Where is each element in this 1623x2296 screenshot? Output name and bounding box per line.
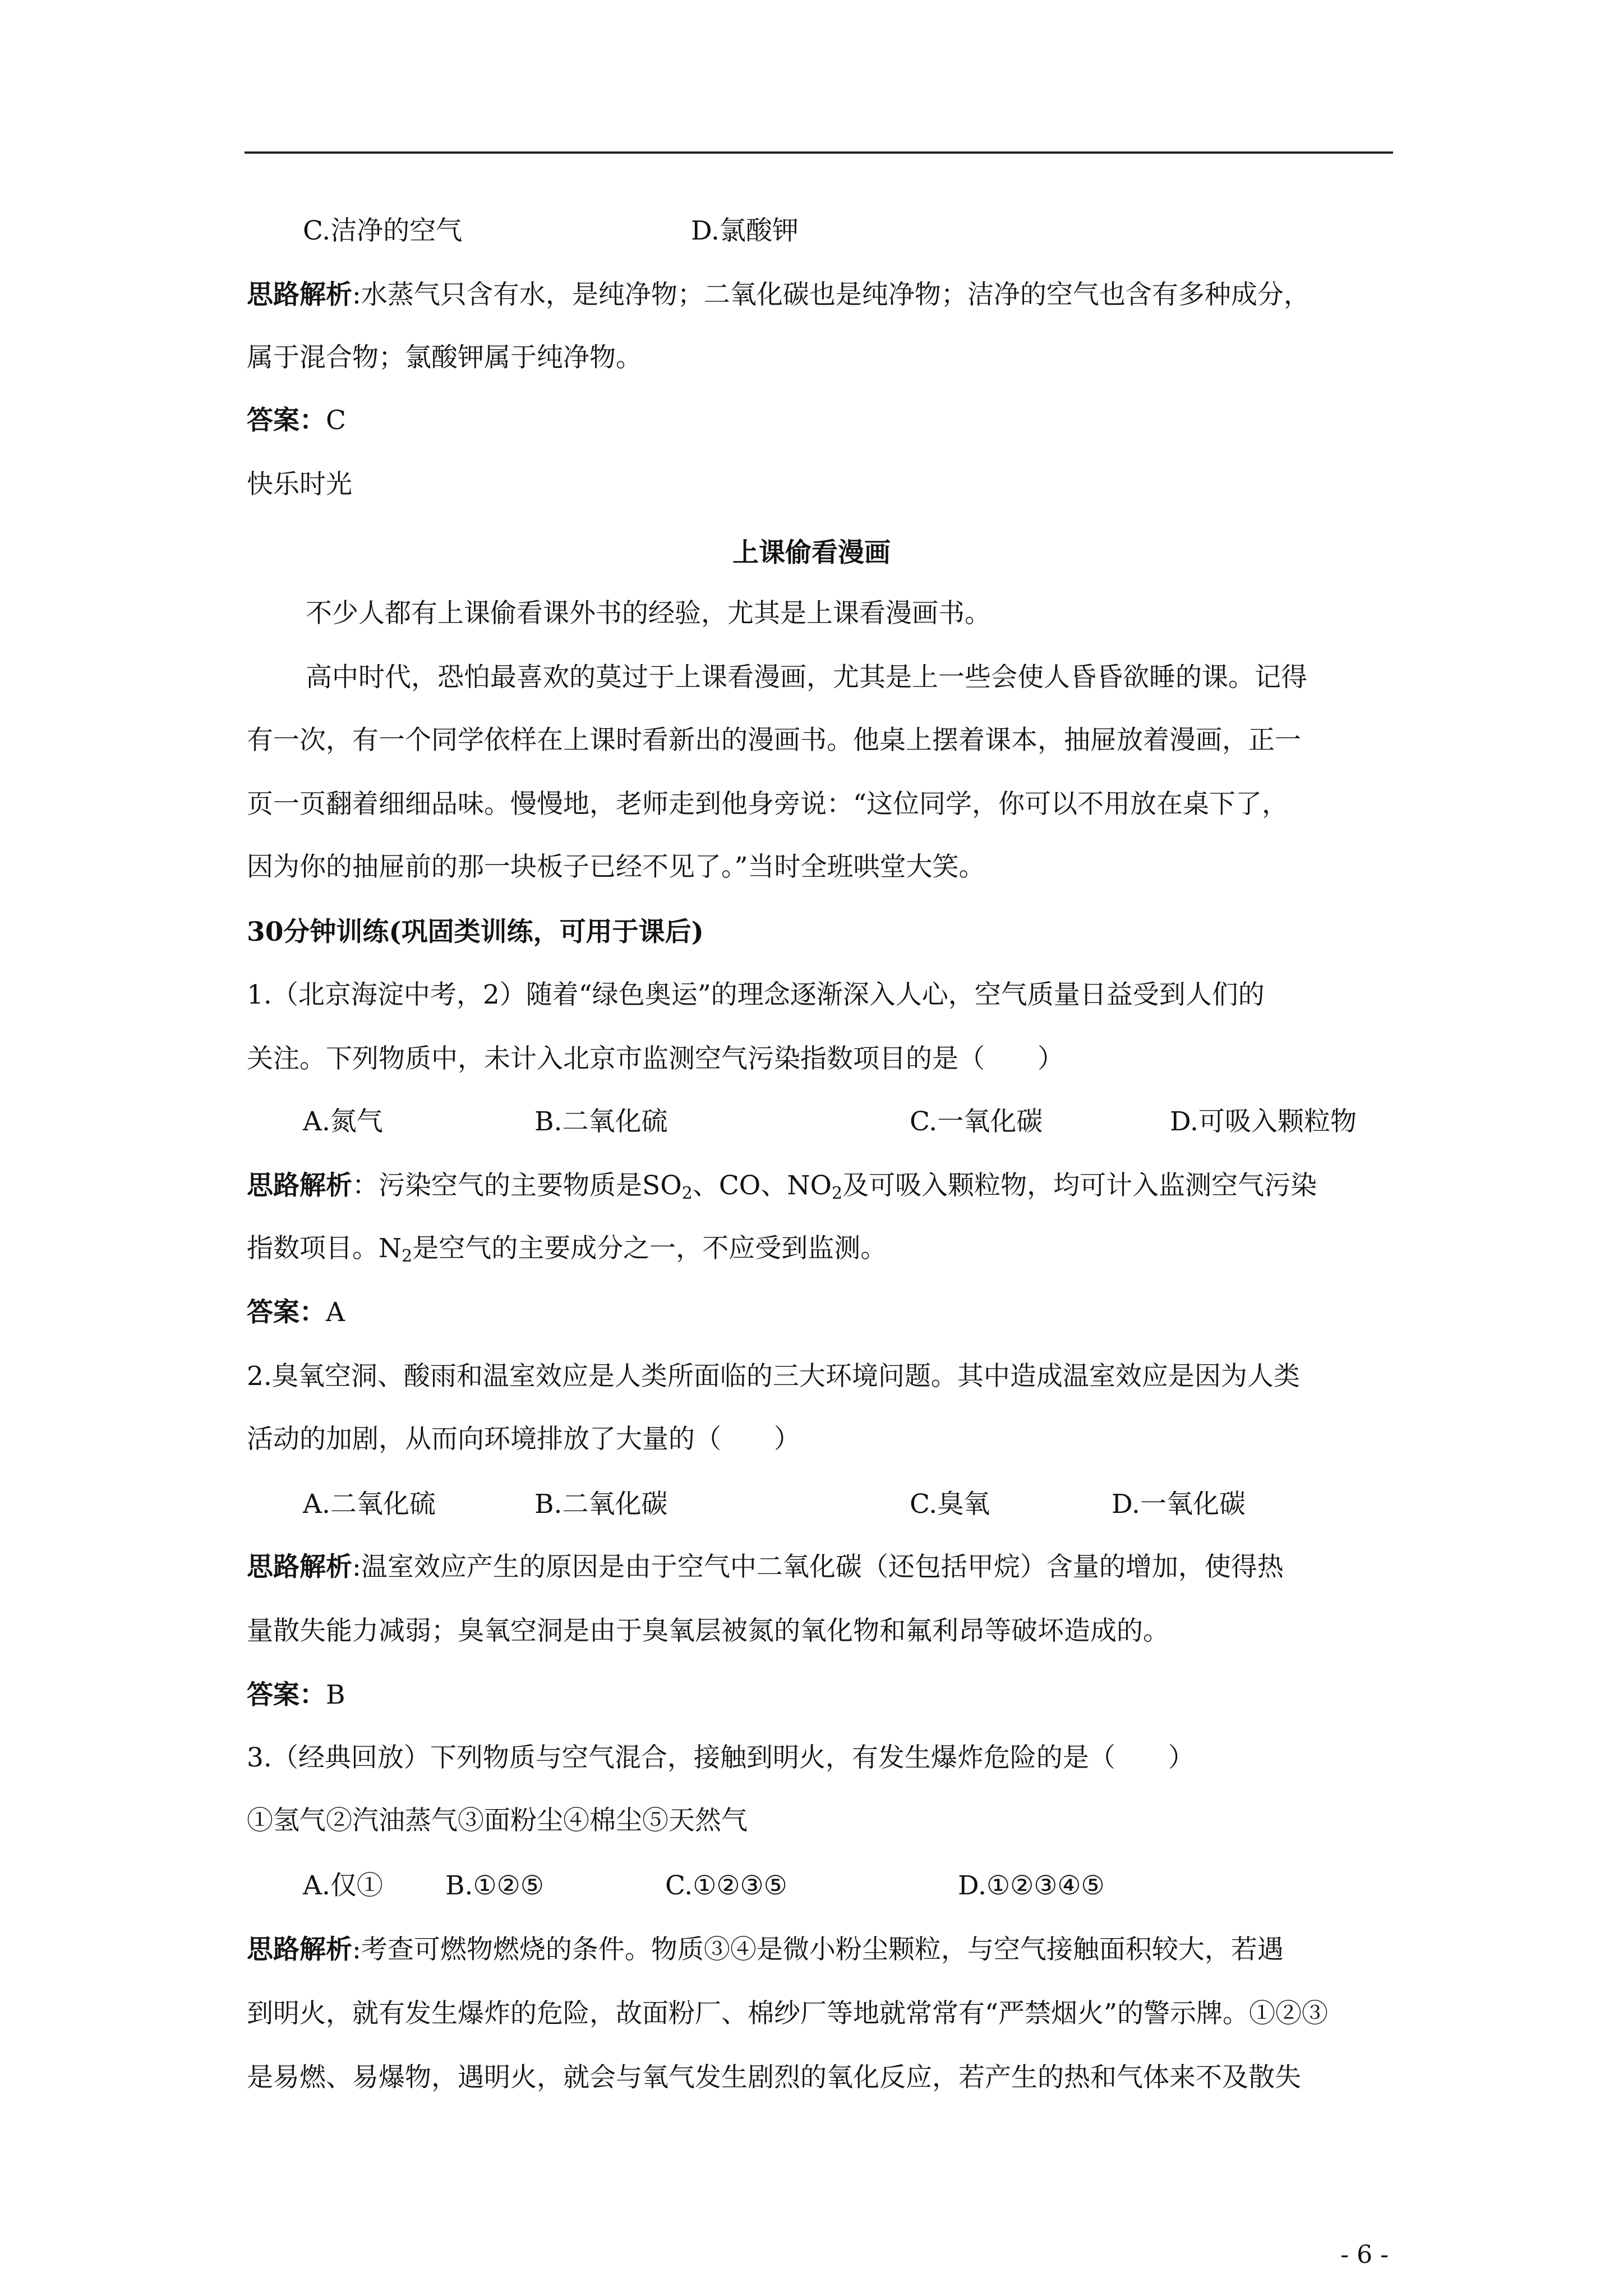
q3-option-c: C.①②③⑤	[665, 1870, 787, 1901]
q2-option-c: C.臭氧	[910, 1489, 990, 1520]
q1-stem-line1: 1.（北京海淀中考，2）随着“绿色奥运”的理念逐渐深入人心，空气质量日益受到人们的	[247, 979, 1265, 1010]
happy-paragraph-2-line3: 页一页翻着细细品味。慢慢地，老师走到他身旁说：“这位同学，你可以不用放在桌下了，	[247, 789, 1289, 820]
q0-answer: 答案：C	[247, 405, 346, 436]
q1-analysis-line2: 指数项目。$N_2$是空气的主要成分之一，不应受到监测。	[247, 1233, 887, 1266]
q3-option-b: B.①②⑤	[445, 1870, 544, 1901]
q0-analysis-line1: 思路解析:水蒸气只含有水，是纯净物；二氧化碳也是纯净物；洁净的空气也含有多种成分，	[247, 279, 1310, 310]
q3-analysis-line1: 思路解析:考查可燃物燃烧的条件。物质③④是微小粉尘颗粒，与空气接触面积较大，若遇	[247, 1934, 1284, 1965]
q3-option-a: A.仅①	[303, 1870, 383, 1901]
q0-option-d: D.氯酸钾	[691, 215, 799, 246]
q1-option-a: A.氮气	[303, 1106, 383, 1137]
q3-analysis-line3: 是易燃、易爆物，遇明火，就会与氧气发生剧烈的氧化反应，若产生的热和气体来不及散失	[247, 2062, 1301, 2093]
section-title: 30分钟训练(巩固类训练，可用于课后)	[247, 917, 704, 947]
happy-paragraph-1: 不少人都有上课偷看课外书的经验，尤其是上课看漫画书。	[306, 598, 991, 629]
happy-paragraph-2-line1: 高中时代，恐怕最喜欢的莫过于上课看漫画，尤其是上一些会使人昏昏欲睡的课。记得	[306, 662, 1307, 693]
q2-option-b: B.二氧化碳	[534, 1489, 668, 1520]
q1-option-d: D.可吸入颗粒物	[1170, 1106, 1357, 1137]
q3-analysis-line2: 到明火，就有发生爆炸的危险，故面粉厂、棉纱厂等地就常常有“严禁烟火”的警示牌。①②③	[247, 1998, 1329, 2029]
q2-analysis-line1: 思路解析:温室效应产生的原因是由于空气中二氧化碳（还包括甲烷）含量的增加，使得热	[247, 1552, 1284, 1582]
q1-analysis-line1: 思路解析：污染空气的主要物质是$SO_2$、CO、$NO_2$及可吸入颗粒物，均可计入监测空气污染	[247, 1170, 1317, 1203]
happy-paragraph-2-line4: 因为你的抽屉前的那一块板子已经不见了。”当时全班哄堂大笑。	[247, 852, 985, 882]
happy-heading: 快乐时光	[247, 469, 352, 500]
q2-answer: 答案：B	[247, 1680, 345, 1710]
q3-stem-line2: ①氢气②汽油蒸气③面粉尘④棉尘⑤天然气	[247, 1805, 748, 1836]
q2-option-d: D.一氧化碳	[1112, 1489, 1246, 1520]
q0-analysis-line2: 属于混合物；氯酸钾属于纯净物。	[247, 342, 642, 373]
happy-title: 上课偷看漫画	[732, 537, 891, 568]
q3-option-d: D.①②③④⑤	[958, 1870, 1105, 1901]
header-rule	[245, 151, 1393, 154]
q2-stem-line2: 活动的加剧，从而向环境排放了大量的（ ）	[247, 1424, 800, 1455]
q1-option-c: C.一氧化碳	[910, 1106, 1043, 1137]
q3-stem-line1: 3.（经典回放）下列物质与空气混合，接触到明火，有发生爆炸危险的是（ ）	[247, 1742, 1195, 1773]
q1-answer: 答案：A	[247, 1297, 345, 1328]
page-number: - 6 -	[1340, 2240, 1389, 2269]
q2-option-a: A.二氧化硫	[303, 1489, 436, 1520]
happy-paragraph-2-line2: 有一次，有一个同学依样在上课时看新出的漫画书。他桌上摆着课本，抽屉放着漫画，正一	[247, 725, 1301, 756]
q2-analysis-line2: 量散失能力减弱；臭氧空洞是由于臭氧层被氮的氧化物和氟利昂等破坏造成的。	[247, 1616, 1169, 1646]
q2-stem-line1: 2.臭氧空洞、酸雨和温室效应是人类所面临的三大环境问题。其中造成温室效应是因为人类	[247, 1361, 1300, 1392]
analysis-label: 思路解析	[247, 279, 352, 310]
q1-option-b: B.二氧化硫	[534, 1106, 668, 1137]
q0-option-c: C.洁净的空气	[303, 215, 463, 246]
q1-stem-line2: 关注。下列物质中，未计入北京市监测空气污染指数项目的是（ ）	[247, 1043, 1064, 1074]
